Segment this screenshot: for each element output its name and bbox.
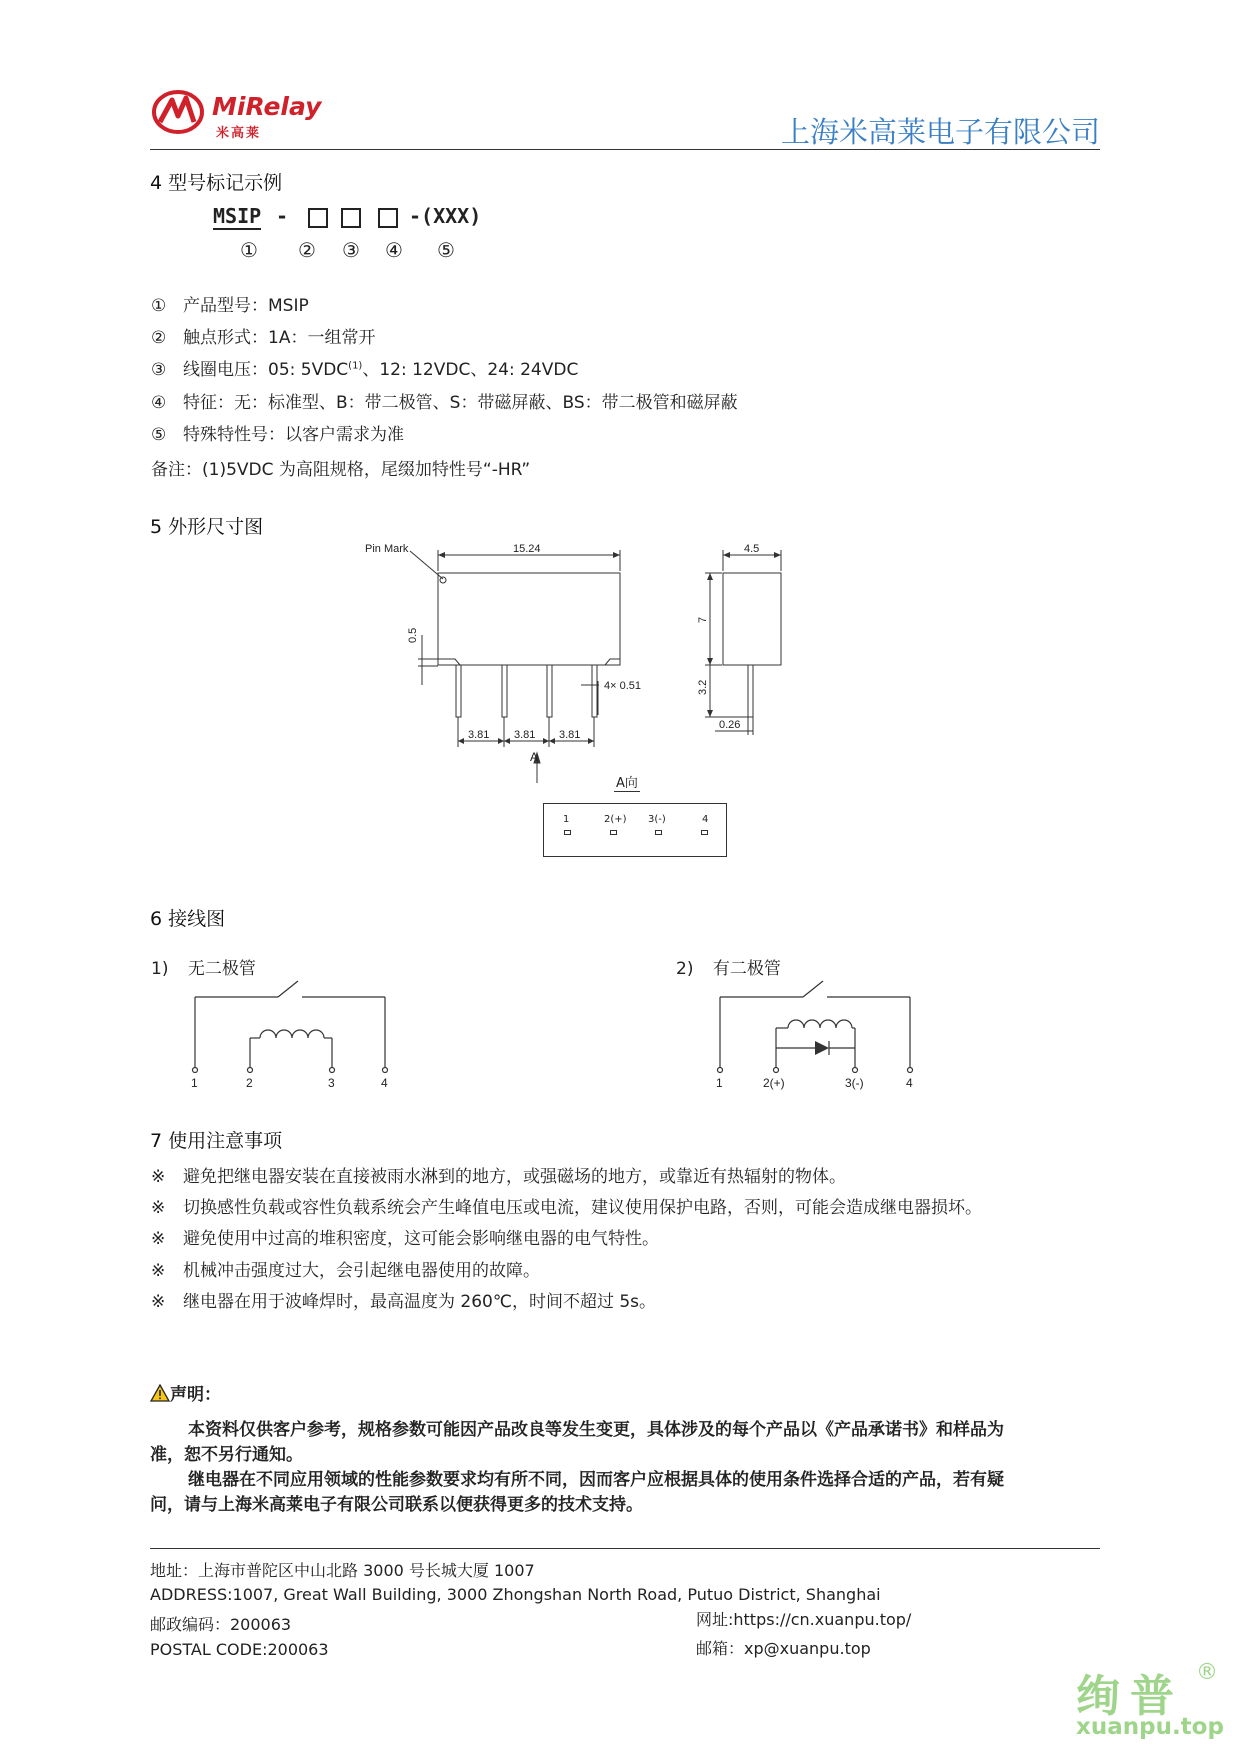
statement-title: 声明： <box>170 1385 221 1405</box>
diagram2-title: 有二极管 <box>712 959 781 979</box>
caution-text: 避免把继电器安装在直接被雨水淋到的地方，或强磁场的地方，或靠近有热辐射的物体。 <box>183 1167 846 1187</box>
statement-line: 准，恕不另行通知。 <box>150 1445 303 1465</box>
model-dash: - <box>276 204 289 228</box>
model-code <box>213 204 513 240</box>
spec-item <box>151 420 404 445</box>
item-mark: ④ <box>151 393 167 413</box>
item-text: 线圈电压：05: 5VDC <box>183 360 349 380</box>
footer-postal-en: POSTAL CODE:200063 <box>150 1640 329 1659</box>
relay-pin-side <box>748 665 753 717</box>
wiring-diagram-no-diode <box>180 975 410 1090</box>
item-text: 、12: 12VDC、24: 24VDC <box>362 360 579 380</box>
pin-label: 1 <box>563 814 570 825</box>
view-a-label: A <box>530 750 539 764</box>
wire-pin-label: 3(-) <box>845 1076 864 1090</box>
pin-label: 4 <box>702 814 709 825</box>
caution-item <box>151 1287 656 1312</box>
diode-icon <box>815 1041 829 1055</box>
caution-text: 避免使用中过高的堆积密度，这可能会影响继电器的电气特性。 <box>183 1229 659 1249</box>
dim-width: 4.5 <box>744 543 760 555</box>
dim-pin-thick: 0.26 <box>719 719 741 731</box>
watermark-en: xuanpu.top <box>1076 1714 1224 1740</box>
diagram1-title: 无二极管 <box>187 959 256 979</box>
footer-website[interactable]: 网址:https://cn.xuanpu.top/ <box>696 1610 912 1629</box>
watermark <box>1072 1660 1232 1750</box>
pin-label: 3(-) <box>648 814 666 825</box>
model-mark: ① <box>240 238 258 262</box>
spec-item <box>151 291 309 316</box>
wire-pin-label: 1 <box>716 1076 723 1090</box>
relay-pin <box>456 665 461 717</box>
wire-pin-label: 4 <box>381 1076 388 1090</box>
model-mark: ⑤ <box>437 238 455 262</box>
wire-pin-label: 2 <box>246 1076 253 1090</box>
bullet-icon: ※ <box>151 1167 166 1187</box>
item-text: 特殊特性号：以客户需求为准 <box>183 425 404 445</box>
header <box>150 80 1100 150</box>
relay-pin <box>592 665 597 717</box>
diagram2-number: 2) <box>676 959 694 979</box>
statement-line: 本资料仅供客户参考，规格参数可能因产品改良等发生变更，具体涉及的每个产品以《产品承诺书》和样品为 <box>188 1420 1004 1440</box>
item-mark: ⑤ <box>151 425 167 445</box>
dim-pin-height: 0.5 <box>407 627 419 643</box>
brand-name: MiRelay <box>212 92 322 121</box>
item-sup: (1) <box>348 360 363 372</box>
item-mark: ② <box>151 328 167 348</box>
section4-note: 备注：(1)5VDC 为高阻规格，尾缀加特性号“-HR” <box>151 460 531 480</box>
model-mark: ② <box>298 238 316 262</box>
caution-item <box>151 1224 659 1249</box>
dim-height: 7 <box>697 616 709 623</box>
footer-address-cn: 地址：上海市普陀区中山北路 3000 号长城大厦 1007 <box>150 1561 535 1580</box>
item-text: 特征：无：标准型、B：带二极管、S：带磁屏蔽、BS：带二极管和磁屏蔽 <box>183 393 738 413</box>
pin-dot <box>655 830 662 835</box>
footer-email[interactable]: 邮箱：xp@xuanpu.top <box>696 1639 871 1658</box>
pin-mark-dot <box>440 577 446 583</box>
model-mark: ③ <box>342 238 360 262</box>
dim-pitch: 3.81 <box>514 729 536 741</box>
caution-item <box>151 1162 846 1187</box>
caution-text: 切换感性负载或容性负载系统会产生峰值电压或电流，建议使用保护电路，否则，可能会造成继电器损坏。 <box>183 1198 982 1218</box>
company-name: 上海米高莱电子有限公司 <box>780 115 1100 149</box>
statement-line: 继电器在不同应用领域的性能参数要求均有所不同，因而客户应根据具体的使用条件选择合适的产品，若有疑 <box>188 1470 1004 1490</box>
caution-text: 继电器在用于波峰焊时，最高温度为 260℃，时间不超过 5s。 <box>183 1292 657 1312</box>
section6-title: 6 接线图 <box>150 908 226 930</box>
wire-pin-label: 3 <box>328 1076 335 1090</box>
pin-mark-label: Pin Mark <box>365 543 409 555</box>
item-text: 产品型号：MSIP <box>183 296 309 316</box>
pin-dot <box>610 830 617 835</box>
wiring-diagram-with-diode <box>705 975 935 1090</box>
item-text: 触点形式：1A：一组常开 <box>183 328 376 348</box>
dim-pin-length: 3.2 <box>697 679 709 695</box>
watermark-reg: ® <box>1196 1660 1218 1685</box>
model-box <box>341 208 361 228</box>
model-box <box>378 208 398 228</box>
section7-title: 7 使用注意事项 <box>150 1130 283 1152</box>
mirelay-logo-icon <box>150 88 210 136</box>
bullet-icon: ※ <box>151 1229 166 1249</box>
pin-label: 2(+) <box>604 814 627 825</box>
item-mark: ③ <box>151 360 167 380</box>
relay-body-side <box>723 573 781 665</box>
spec-item <box>151 388 738 413</box>
model-suffix: -(XXX) <box>409 204 482 228</box>
wire-pin-label: 4 <box>906 1076 913 1090</box>
model-box <box>308 208 328 228</box>
statement-heading <box>150 1380 221 1405</box>
section4-title: 4 型号标记示例 <box>150 172 283 194</box>
warning-icon <box>150 1384 170 1402</box>
view-a-body <box>543 803 727 857</box>
relay-pin <box>547 665 552 717</box>
brand-name-cn: 米高莱 <box>216 126 262 141</box>
footer-rule <box>150 1548 1100 1549</box>
model-mark: ④ <box>385 238 403 262</box>
header-rule <box>150 149 1100 150</box>
bullet-icon: ※ <box>151 1261 166 1281</box>
dim-length: 15.24 <box>513 543 541 555</box>
statement-line: 问，请与上海米高莱电子有限公司联系以便获得更多的技术支持。 <box>150 1495 643 1515</box>
footer-postal-cn: 邮政编码：200063 <box>150 1615 292 1634</box>
section5-title: 5 外形尺寸图 <box>150 516 264 538</box>
wire-pin-label: 1 <box>191 1076 198 1090</box>
watermark-cn: 绚普 <box>1076 1671 1184 1722</box>
bullet-icon: ※ <box>151 1292 166 1312</box>
caution-item <box>151 1193 982 1218</box>
dim-pitch: 3.81 <box>559 729 581 741</box>
wire-pin-label: 2(+) <box>763 1076 785 1090</box>
spec-item <box>151 355 578 380</box>
diagram1-number: 1) <box>151 959 169 979</box>
caution-text: 机械冲击强度过大，会引起继电器使用的故障。 <box>183 1261 540 1281</box>
item-mark: ① <box>151 296 167 316</box>
relay-pin <box>502 665 507 717</box>
footer-address-en: ADDRESS:1007, Great Wall Building, 3000 Zhongshan North Road, Putuo District, Shanghai <box>150 1585 881 1604</box>
spec-item <box>151 323 375 348</box>
pin-dot <box>701 830 708 835</box>
model-prefix: MSIP <box>213 204 262 228</box>
caution-item <box>151 1256 540 1281</box>
dim-pin-width: 4× 0.51 <box>604 680 642 692</box>
statement-body <box>150 1418 1100 1518</box>
bullet-icon: ※ <box>151 1198 166 1218</box>
dim-pitch: 3.81 <box>468 729 490 741</box>
relay-body-front <box>438 573 620 665</box>
view-a-title: A向 <box>614 772 640 792</box>
pin-dot <box>564 830 571 835</box>
